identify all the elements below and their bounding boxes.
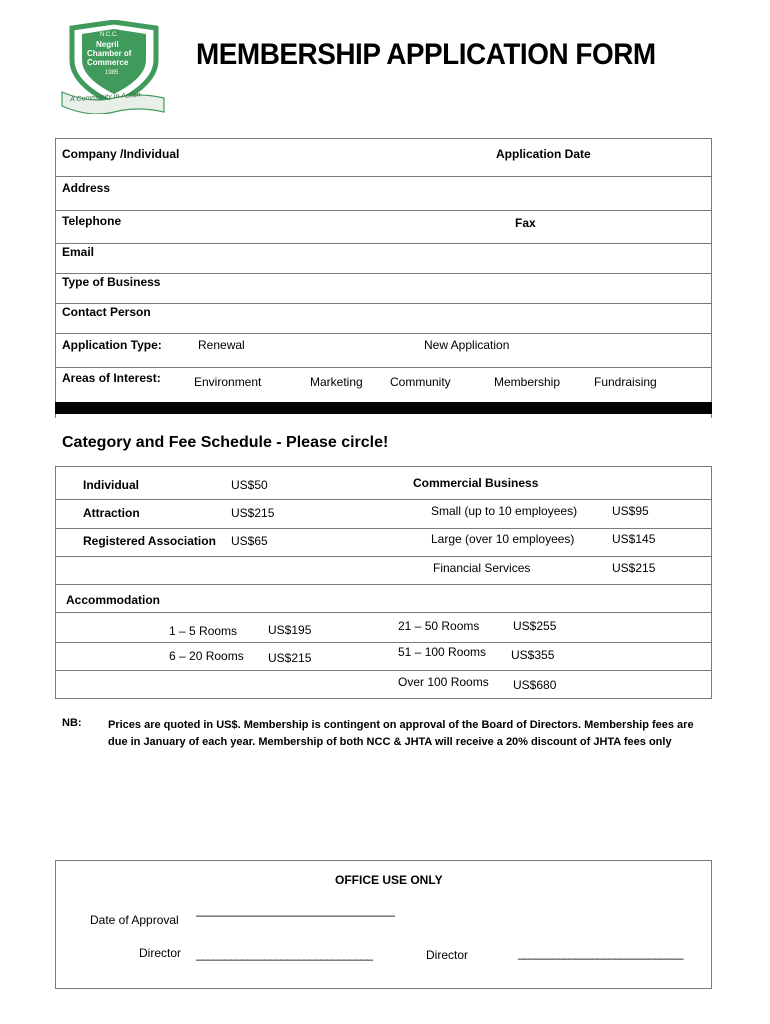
director-signature-line-1[interactable]: _______________________________ xyxy=(196,947,372,961)
accom-6-20-label: 6 – 20 Rooms xyxy=(169,649,244,663)
fee-attraction-price: US$215 xyxy=(231,506,275,520)
accom-over-100-label: Over 100 Rooms xyxy=(398,675,489,689)
section-divider-bar xyxy=(55,402,712,414)
logo-motto: A Community In Action xyxy=(69,91,141,104)
type-of-business-label: Type of Business xyxy=(62,275,161,289)
fee-association-label: Registered Association xyxy=(83,534,216,548)
note-text: Prices are quoted in US$. Membership is contingent on approval of the Board of Directors. Membership fees are due in January of each year. Membership of both NCC & JHTA will receive a 20% discount of JHTA fees only xyxy=(108,719,694,748)
company-label: Company /Individual xyxy=(62,147,180,161)
page-title: MEMBERSHIP APPLICATION FORM xyxy=(196,38,656,71)
logo-line1: Negril xyxy=(96,40,119,49)
accom-51-100-label: 51 – 100 Rooms xyxy=(398,645,487,659)
interest-community[interactable]: Community xyxy=(390,375,451,389)
application-type-new[interactable]: New Application xyxy=(424,338,510,352)
telephone-label: Telephone xyxy=(62,214,122,228)
accom-6-20-price: US$215 xyxy=(268,651,312,665)
commercial-small-label: Small (up to 10 employees) xyxy=(431,504,578,518)
logo-line3: Commerce xyxy=(87,58,129,67)
accom-1-5-label: 1 – 5 Rooms xyxy=(169,624,238,638)
application-type-label: Application Type: xyxy=(62,338,162,352)
fee-association-price: US$65 xyxy=(231,534,268,548)
chamber-logo xyxy=(60,20,168,114)
application-date-label: Application Date xyxy=(496,147,591,161)
fee-individual-label: Individual xyxy=(83,478,140,492)
application-type-renewal[interactable]: Renewal xyxy=(198,338,245,352)
areas-of-interest-label: Areas of Interest: xyxy=(62,371,161,385)
date-of-approval-label: Date of Approval xyxy=(90,913,179,927)
commercial-small-price: US$95 xyxy=(612,504,649,518)
commercial-large-price: US$145 xyxy=(612,532,656,546)
logo-line2: Chamber of xyxy=(87,49,132,58)
commercial-financial-price: US$215 xyxy=(612,561,656,575)
fee-individual-price: US$50 xyxy=(231,478,268,492)
address-label: Address xyxy=(62,181,111,195)
director-label-2: Director xyxy=(426,948,469,962)
note-label: NB: xyxy=(62,717,82,729)
accom-21-50-label: 21 – 50 Rooms xyxy=(398,619,480,633)
interest-membership[interactable]: Membership xyxy=(494,375,561,389)
interest-marketing[interactable]: Marketing xyxy=(310,375,363,389)
fee-attraction-label: Attraction xyxy=(83,506,140,520)
contact-person-label: Contact Person xyxy=(62,305,151,319)
email-label: Email xyxy=(62,245,95,259)
logo-year: 1985 xyxy=(105,70,119,76)
accom-over-100-price: US$680 xyxy=(513,678,557,692)
accommodation-heading: Accommodation xyxy=(66,593,161,607)
commercial-large-label: Large (over 10 employees) xyxy=(431,532,575,546)
commercial-financial-label: Financial Services xyxy=(433,561,531,575)
date-of-approval-line[interactable]: —————————————————— xyxy=(196,908,394,922)
interest-fundraising[interactable]: Fundraising xyxy=(594,375,657,389)
logo-abbrev: N.C.C. xyxy=(100,32,118,38)
director-signature-line-2[interactable]: _____________________________ xyxy=(518,946,683,960)
office-use-heading: OFFICE USE ONLY xyxy=(335,873,443,887)
accom-51-100-price: US$355 xyxy=(511,648,555,662)
commercial-business-heading: Commercial Business xyxy=(413,476,539,490)
fee-schedule-heading: Category and Fee Schedule - Please circle! xyxy=(62,434,389,451)
accom-1-5-price: US$195 xyxy=(268,623,312,637)
interest-environment[interactable]: Environment xyxy=(194,375,262,389)
accom-21-50-price: US$255 xyxy=(513,619,557,633)
fax-label: Fax xyxy=(515,216,536,230)
director-label-1: Director xyxy=(139,946,182,960)
